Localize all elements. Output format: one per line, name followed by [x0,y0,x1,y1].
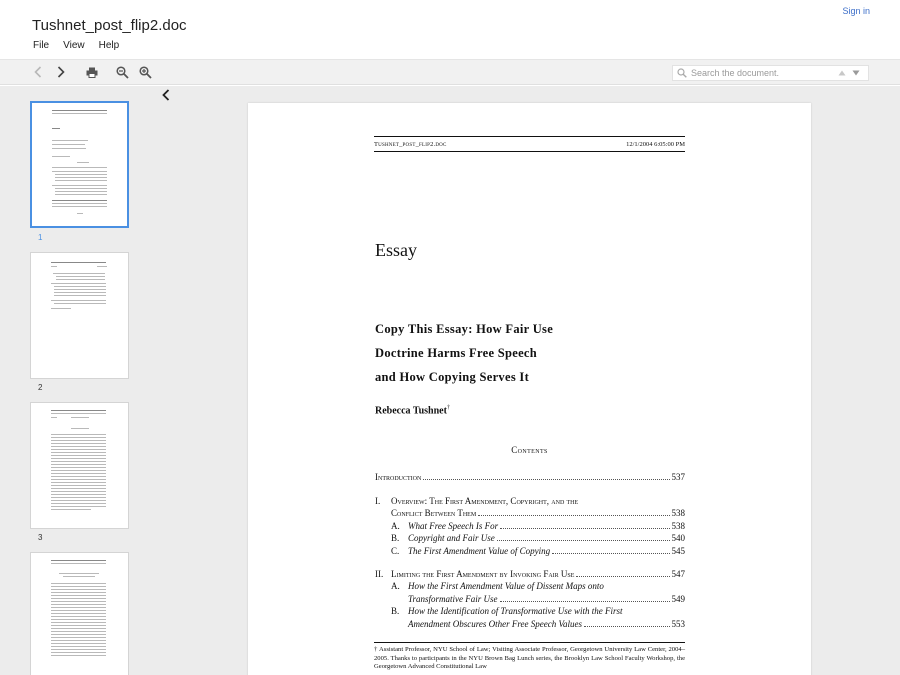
search-icon [677,68,687,78]
triangle-down-icon [852,70,860,76]
search-next-button[interactable] [850,67,862,79]
menu-help[interactable]: Help [98,40,120,51]
title-line: Copy This Essay: How Fair Use [375,322,554,336]
thumbnail-page-number: 3 [38,533,43,542]
thumbnail-page-1[interactable] [30,101,129,228]
author-footnote-mark: † [446,405,450,411]
title-line: and How Copying Serves It [375,370,530,384]
document-search [672,65,869,81]
contents-heading: Contents [511,445,548,455]
essay-title [375,317,553,389]
toc-item: A. What Free Speech Is For 538 [391,520,685,531]
printer-icon [86,67,98,78]
running-head-filename: Tushnet_post_flip2.doc [374,140,447,148]
menu-bar [33,40,119,51]
menu-view[interactable]: View [63,40,85,51]
toc-item: C. The First Amendment Value of Copying 545 [391,545,685,556]
menu-file[interactable]: File [33,40,50,51]
document-page [248,103,811,675]
thumbnail-page-3[interactable] [30,402,129,529]
thumbnail-page-4[interactable] [30,552,129,675]
triangle-up-icon [838,70,846,76]
search-input[interactable] [691,68,836,78]
running-head [374,136,685,152]
previous-page-button[interactable] [30,64,46,80]
print-button[interactable] [84,64,100,80]
thumbnail-page-number: 1 [38,233,43,242]
sign-in-link[interactable]: Sign in [842,6,870,16]
author-name: Rebecca Tushnet† [375,405,450,417]
toc-item: B. How the Identification of Transformative Use with the First [391,606,623,617]
zoom-in-button[interactable] [137,64,153,80]
thumbnail-page-2[interactable] [30,252,129,379]
chevron-left-icon [34,66,42,78]
toc-item: B. Copyright and Fair Use 540 [391,533,685,544]
document-viewer [0,86,900,675]
next-page-button[interactable] [53,64,69,80]
toc-item: A. How the First Amendment Value of Dissent Maps onto [391,581,604,592]
zoom-out-icon [116,66,129,79]
chevron-left-icon [162,89,170,101]
search-previous-button[interactable] [836,67,848,79]
app-header [0,0,900,60]
zoom-in-icon [139,66,152,79]
thumbnail-page-number: 2 [38,383,43,392]
toc-introduction: Introduction 537 [375,472,685,482]
toolbar [0,60,900,85]
chevron-right-icon [57,66,65,78]
essay-label: Essay [375,240,417,260]
document-title: Tushnet_post_flip2.doc [32,17,187,34]
collapse-sidebar-button[interactable] [160,88,172,102]
zoom-out-button[interactable] [114,64,130,80]
toc-part-2: II. Limiting the First Amendment by Invoking Fair Use 547 A. How the First Amendment Value of Dissent Maps onto Transformative Fair Use 549 B. How the Identification of Transformative Use with the First Amendment Obscures Other Free Speech Values 553 [375,569,685,629]
title-line: Doctrine Harms Free Speech [375,346,538,360]
footnote: † Assistant Professor, NYU School of Law; Visiting Associate Professor, Georgetown University Law Center, 2004–2005. Thanks to participants in the NYU Brown Bag Lunch series, the Brooklyn Law School Faculty Workshop, the Georgetown Advanced Constitutional Law [374,642,685,672]
running-head-date: 12/1/2004 6:05:00 PM [626,140,685,148]
thumbnail-sidebar [0,86,156,675]
toc-part-1: I. Overview: The First Amendment, Copyright, and the Conflict Between Them 538 A. What Free Speech Is For 538 B. Copyright and Fair Use 540 C. The First Amendment Value of Copying 545 [375,496,685,556]
